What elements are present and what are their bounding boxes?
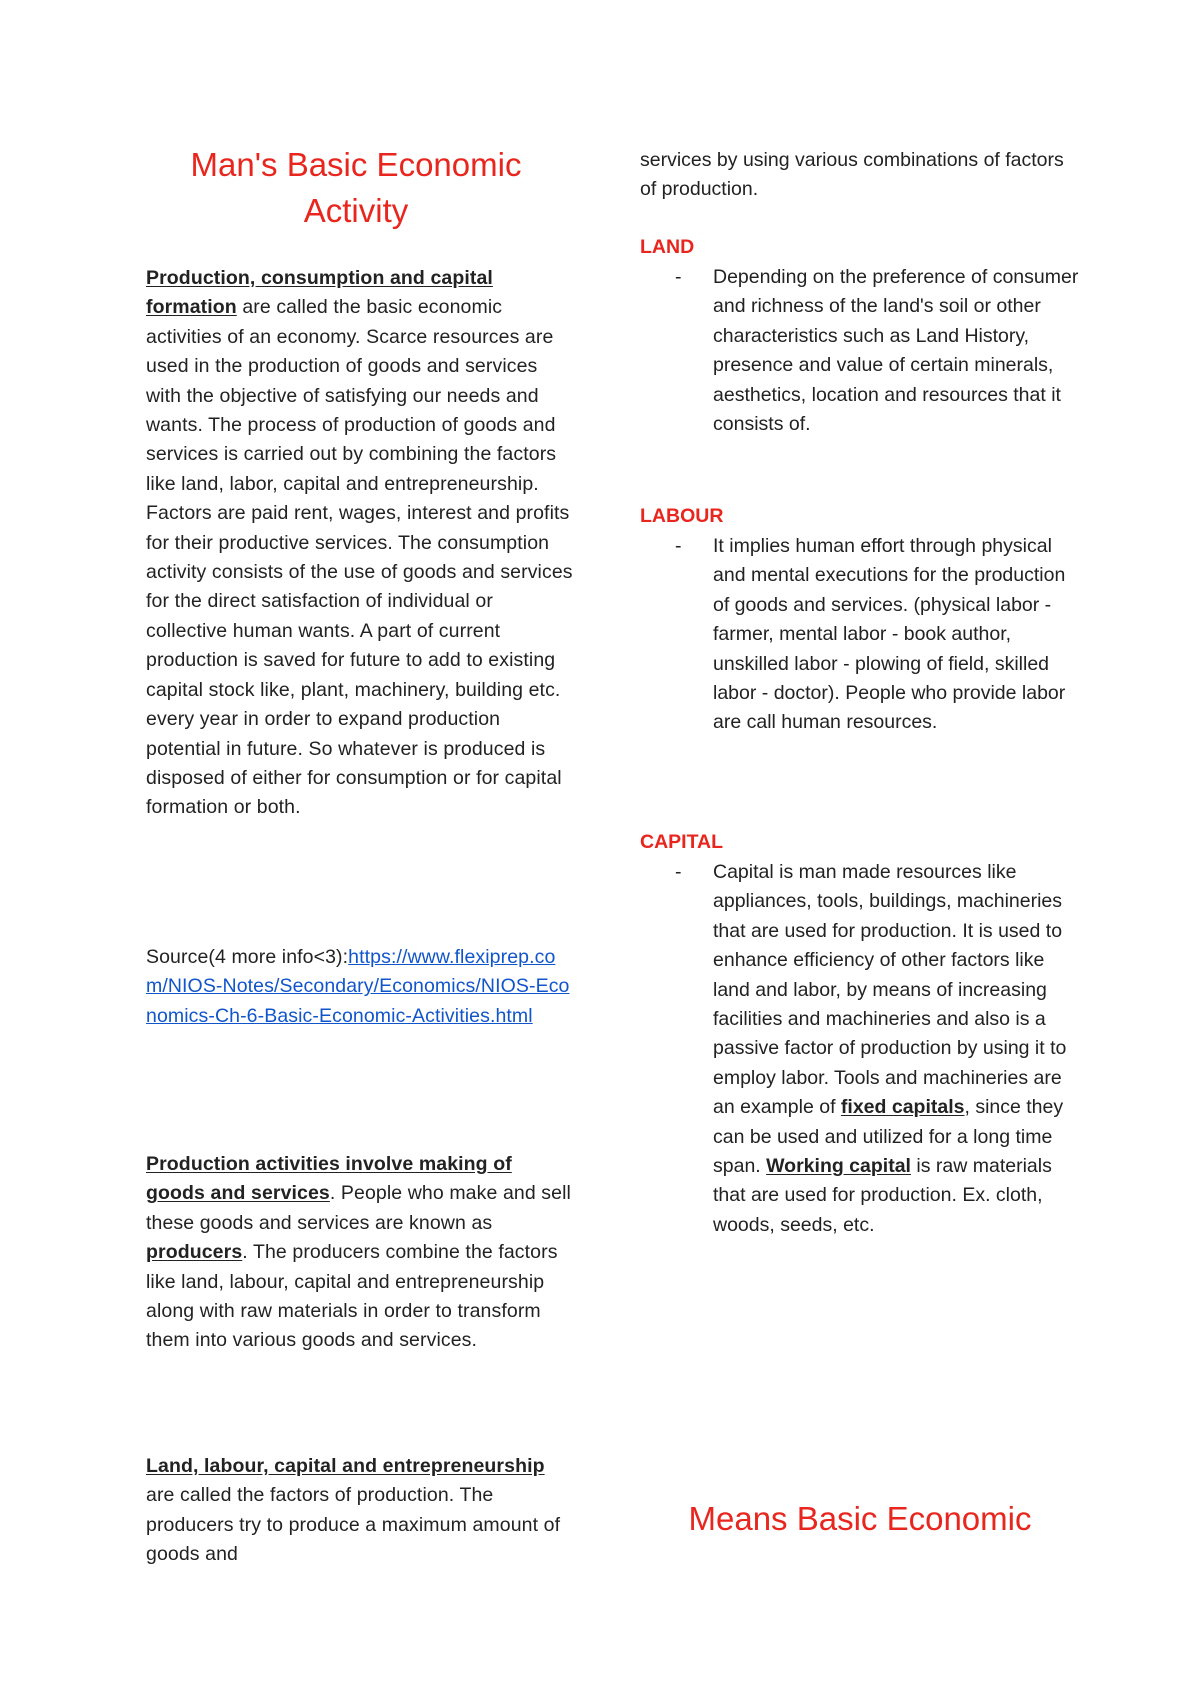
labour-dash: - <box>675 535 682 557</box>
production-text-1: . People who make and sell these goods and services are known as <box>146 1182 571 1234</box>
labour-heading: LABOUR <box>640 505 724 527</box>
capital-text-1: Capital is man made resources like appliances, tools, buildings, machineries that are used for production. It is used to enhance efficiency of other factors like land and labor, by means of increasing facilities and machineries and also is a passive factor of production by using it to employ labor. Tools and machineries are an example of <box>713 861 1067 1119</box>
land-text: Depending on the preference of consumer and richness of the land's soil or other characteristics such as Land History, presence and value of certain minerals, aesthetics, location and resources that it consists of. <box>713 266 1079 436</box>
land-heading: LAND <box>640 236 695 258</box>
intro-text: are called the basic economic activities of an economy. Scarce resources are used in the production of goods and services with the objective of satisfying our needs and wants. The process of production of goods and services is carried out by combining the factors like land, labor, capital and entrepreneurship. Factors are paid rent, wages, interest and profits for their productive services. The consumption activity consists of the use of goods and services for the direct satisfaction of individual or collective human wants. A part of current production is saved for future to add to existing capital stock like, plant, machinery, building etc. every year in order to expand production potential in future. So whatever is produced is disposed of either for consumption or for capital formation or both. <box>146 296 573 819</box>
page-title: Man's Basic Economic Activity <box>190 146 522 229</box>
capital-heading: CAPITAL <box>640 831 724 853</box>
capital-text <box>713 858 1080 1240</box>
continuation-paragraph: services by using various combinations of factors of production. <box>640 149 1064 201</box>
source-prefix: Source(4 more info<3): <box>146 946 349 968</box>
factors-paragraph <box>146 1452 576 1570</box>
source-link[interactable]: https://www.flexiprep.com/NIOS-Notes/Secondary/Economics/NIOS-Economics-Ch-6-Basic-Economic-Activities.html <box>146 946 570 1027</box>
capital-bullet <box>640 858 1080 1240</box>
source-paragraph <box>146 943 576 1031</box>
intro-bold-term: Production, consumption and capital formation <box>146 267 493 319</box>
producers-term: producers <box>146 1241 243 1264</box>
production-bold-term: Production activities involve making of goods and services <box>146 1153 512 1205</box>
section-title-means: Means Basic Economic <box>688 1500 1032 1537</box>
capital-text-3: is raw materials that are used for production. Ex. cloth, woods, seeds, etc. <box>713 1155 1052 1236</box>
labour-text: It implies human effort through physical and mental executions for the production of goods and services. (physical labor - farmer, mental labor - book author, unskilled labor - plowing of field, skilled labor - doctor). People who provide labor are call human resources. <box>713 535 1066 734</box>
production-text-2: . The producers combine the factors like land, labour, capital and entrepreneurship along with raw materials in order to transform them into various goods and services. <box>146 1241 558 1352</box>
fixed-capitals-term: fixed capitals <box>840 1096 965 1119</box>
land-bullet <box>640 263 1080 439</box>
labour-bullet <box>640 532 1080 738</box>
capital-dash: - <box>675 861 682 883</box>
production-paragraph <box>146 1150 576 1356</box>
factors-bold-term: Land, labour, capital and entrepreneurship <box>146 1455 545 1477</box>
land-dash: - <box>675 266 682 288</box>
intro-paragraph <box>146 264 576 823</box>
factors-text: are called the factors of production. The producers try to produce a maximum amount of goods and <box>146 1484 561 1566</box>
capital-text-2: , since they can be used and utilized for a long time span. <box>713 1096 1064 1178</box>
working-capital-term: Working capital <box>766 1155 911 1178</box>
